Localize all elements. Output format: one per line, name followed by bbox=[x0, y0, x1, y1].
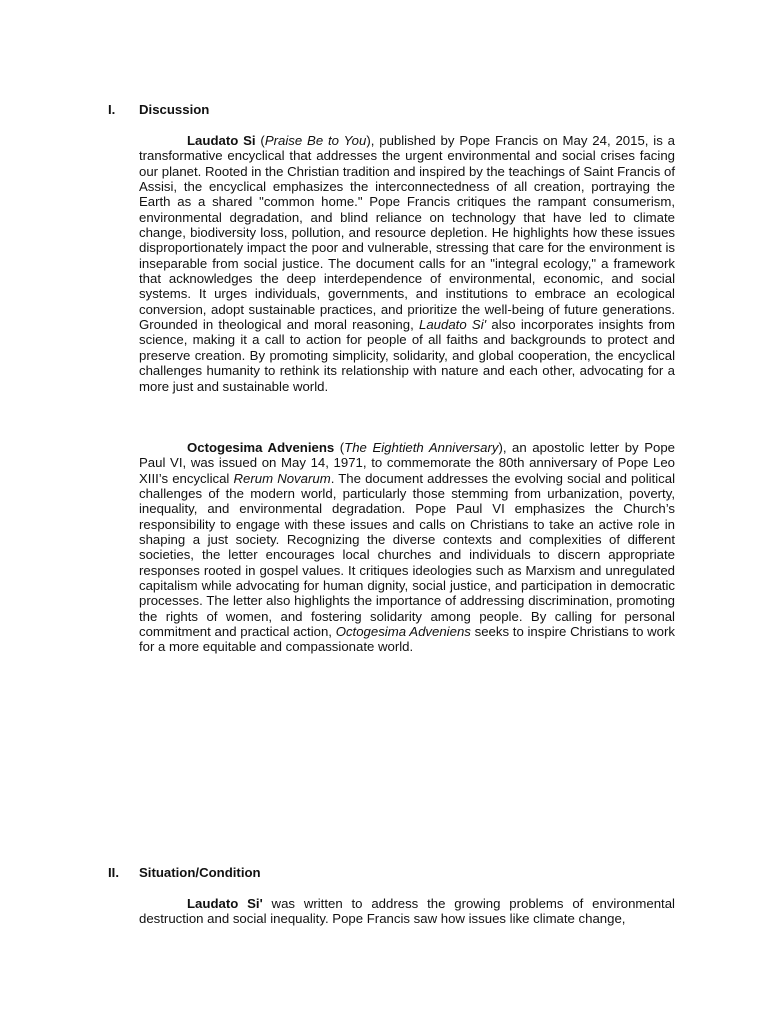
section-heading-discussion bbox=[108, 102, 209, 118]
title-ref-laudato-si: Laudato Si' bbox=[419, 317, 487, 333]
text-run: ), an apostolic letter by Pope Paul VI, was issued on May 14, 1971, to commemorate the 80th anniversary of Pope Leo XIII’s encyclical bbox=[139, 440, 675, 486]
paragraph-laudato-si bbox=[139, 133, 675, 394]
paragraph-situation-laudato-si bbox=[139, 896, 675, 927]
discussion-body bbox=[139, 133, 675, 394]
ref-rerum-novarum: Rerum Novarum bbox=[233, 470, 331, 486]
translation-praise-be-to-you: Praise Be to You bbox=[264, 133, 367, 148]
text-run: ( bbox=[255, 133, 265, 148]
section-number: II. bbox=[108, 865, 119, 880]
section-title: Discussion bbox=[139, 102, 210, 117]
text-run: . The document addresses the evolving social and political challenges of the modern world, particularly those stemming from urbanization, poverty, inequality, and environmental degradation. Pope Paul VI emphasizes the Church’s responsibility to engage with these issues and calls on Christians to take an active role in shaping a just society. Recognizing the diverse contexts and complexities of different societies, the letter encourages local churches and individuals to discern appropriate responses rooted in gospel values. It critiques ideologies such as Marxism and unregulated capitalism while advocating for human dignity, social justice, and participation in democratic processes. The letter also highlights the importance of addressing discrimination, promoting the rights of women, and fostering solidarity among people. By calling for personal commitment and practical action, bbox=[139, 470, 676, 640]
translation-eightieth-anniversary: The Eightieth Anniversary bbox=[344, 440, 499, 455]
text-run: seeks to inspire Christians to work for a more equitable and compassionate world. bbox=[139, 624, 675, 655]
discussion-body-2 bbox=[139, 440, 675, 655]
section-title: Situation/Condition bbox=[139, 865, 261, 880]
text-run: also incorporates insights from science, making it a call to action for people of all faiths and backgrounds to protect and preserve creation. By promoting simplicity, solidarity, and global cooperation, the encyclical challenges humanity to rethink its relationship with nature and each other, advocating for a more just and sustainable world. bbox=[139, 317, 675, 394]
term-laudato-si: Laudato Si' bbox=[187, 896, 263, 911]
title-ref-octogesima-adveniens: Octogesima Adveniens bbox=[335, 624, 471, 640]
paragraph-octogesima-adveniens bbox=[139, 440, 675, 655]
situation-body bbox=[139, 896, 675, 927]
text-run: was written to address the growing problems of environmental destruction and social inequality. Pope Francis saw how issues like climate change, bbox=[139, 896, 675, 927]
text-run: ), published by Pope Francis on May 24, 2015, is a transformative encyclical that addresses the urgent environmental and social crises facing our planet. Rooted in the Christian tradition and inspired by the teachings of Saint Francis of Assisi, the encyclical emphasizes the interconnectedness of all creation, portraying the Earth as a shared "common home." Pope Francis critiques the rampant consumerism, environmental degradation, and blind reliance on technology that have led to climate change, biodiversity loss, pollution, and resource depletion. He highlights how these issues disproportionately impact the poor and vulnerable, stressing that care for the environment is inseparable from social justice. The document calls for an "integral ecology," a framework that acknowledges the deep interdependence of environmental, economic, and social systems. It urges individuals, governments, and institutions to embrace an ecological conversion, adopt sustainable practices, and prioritize the well-being of future generations. Grounded in theological and moral reasoning, bbox=[139, 133, 676, 333]
section-heading-situation bbox=[108, 865, 261, 881]
section-number: I. bbox=[108, 102, 116, 117]
text-run: ( bbox=[334, 440, 345, 455]
term-octogesima-adveniens: Octogesima Adveniens bbox=[187, 440, 335, 455]
term-laudato-si: Laudato Si bbox=[187, 133, 256, 148]
